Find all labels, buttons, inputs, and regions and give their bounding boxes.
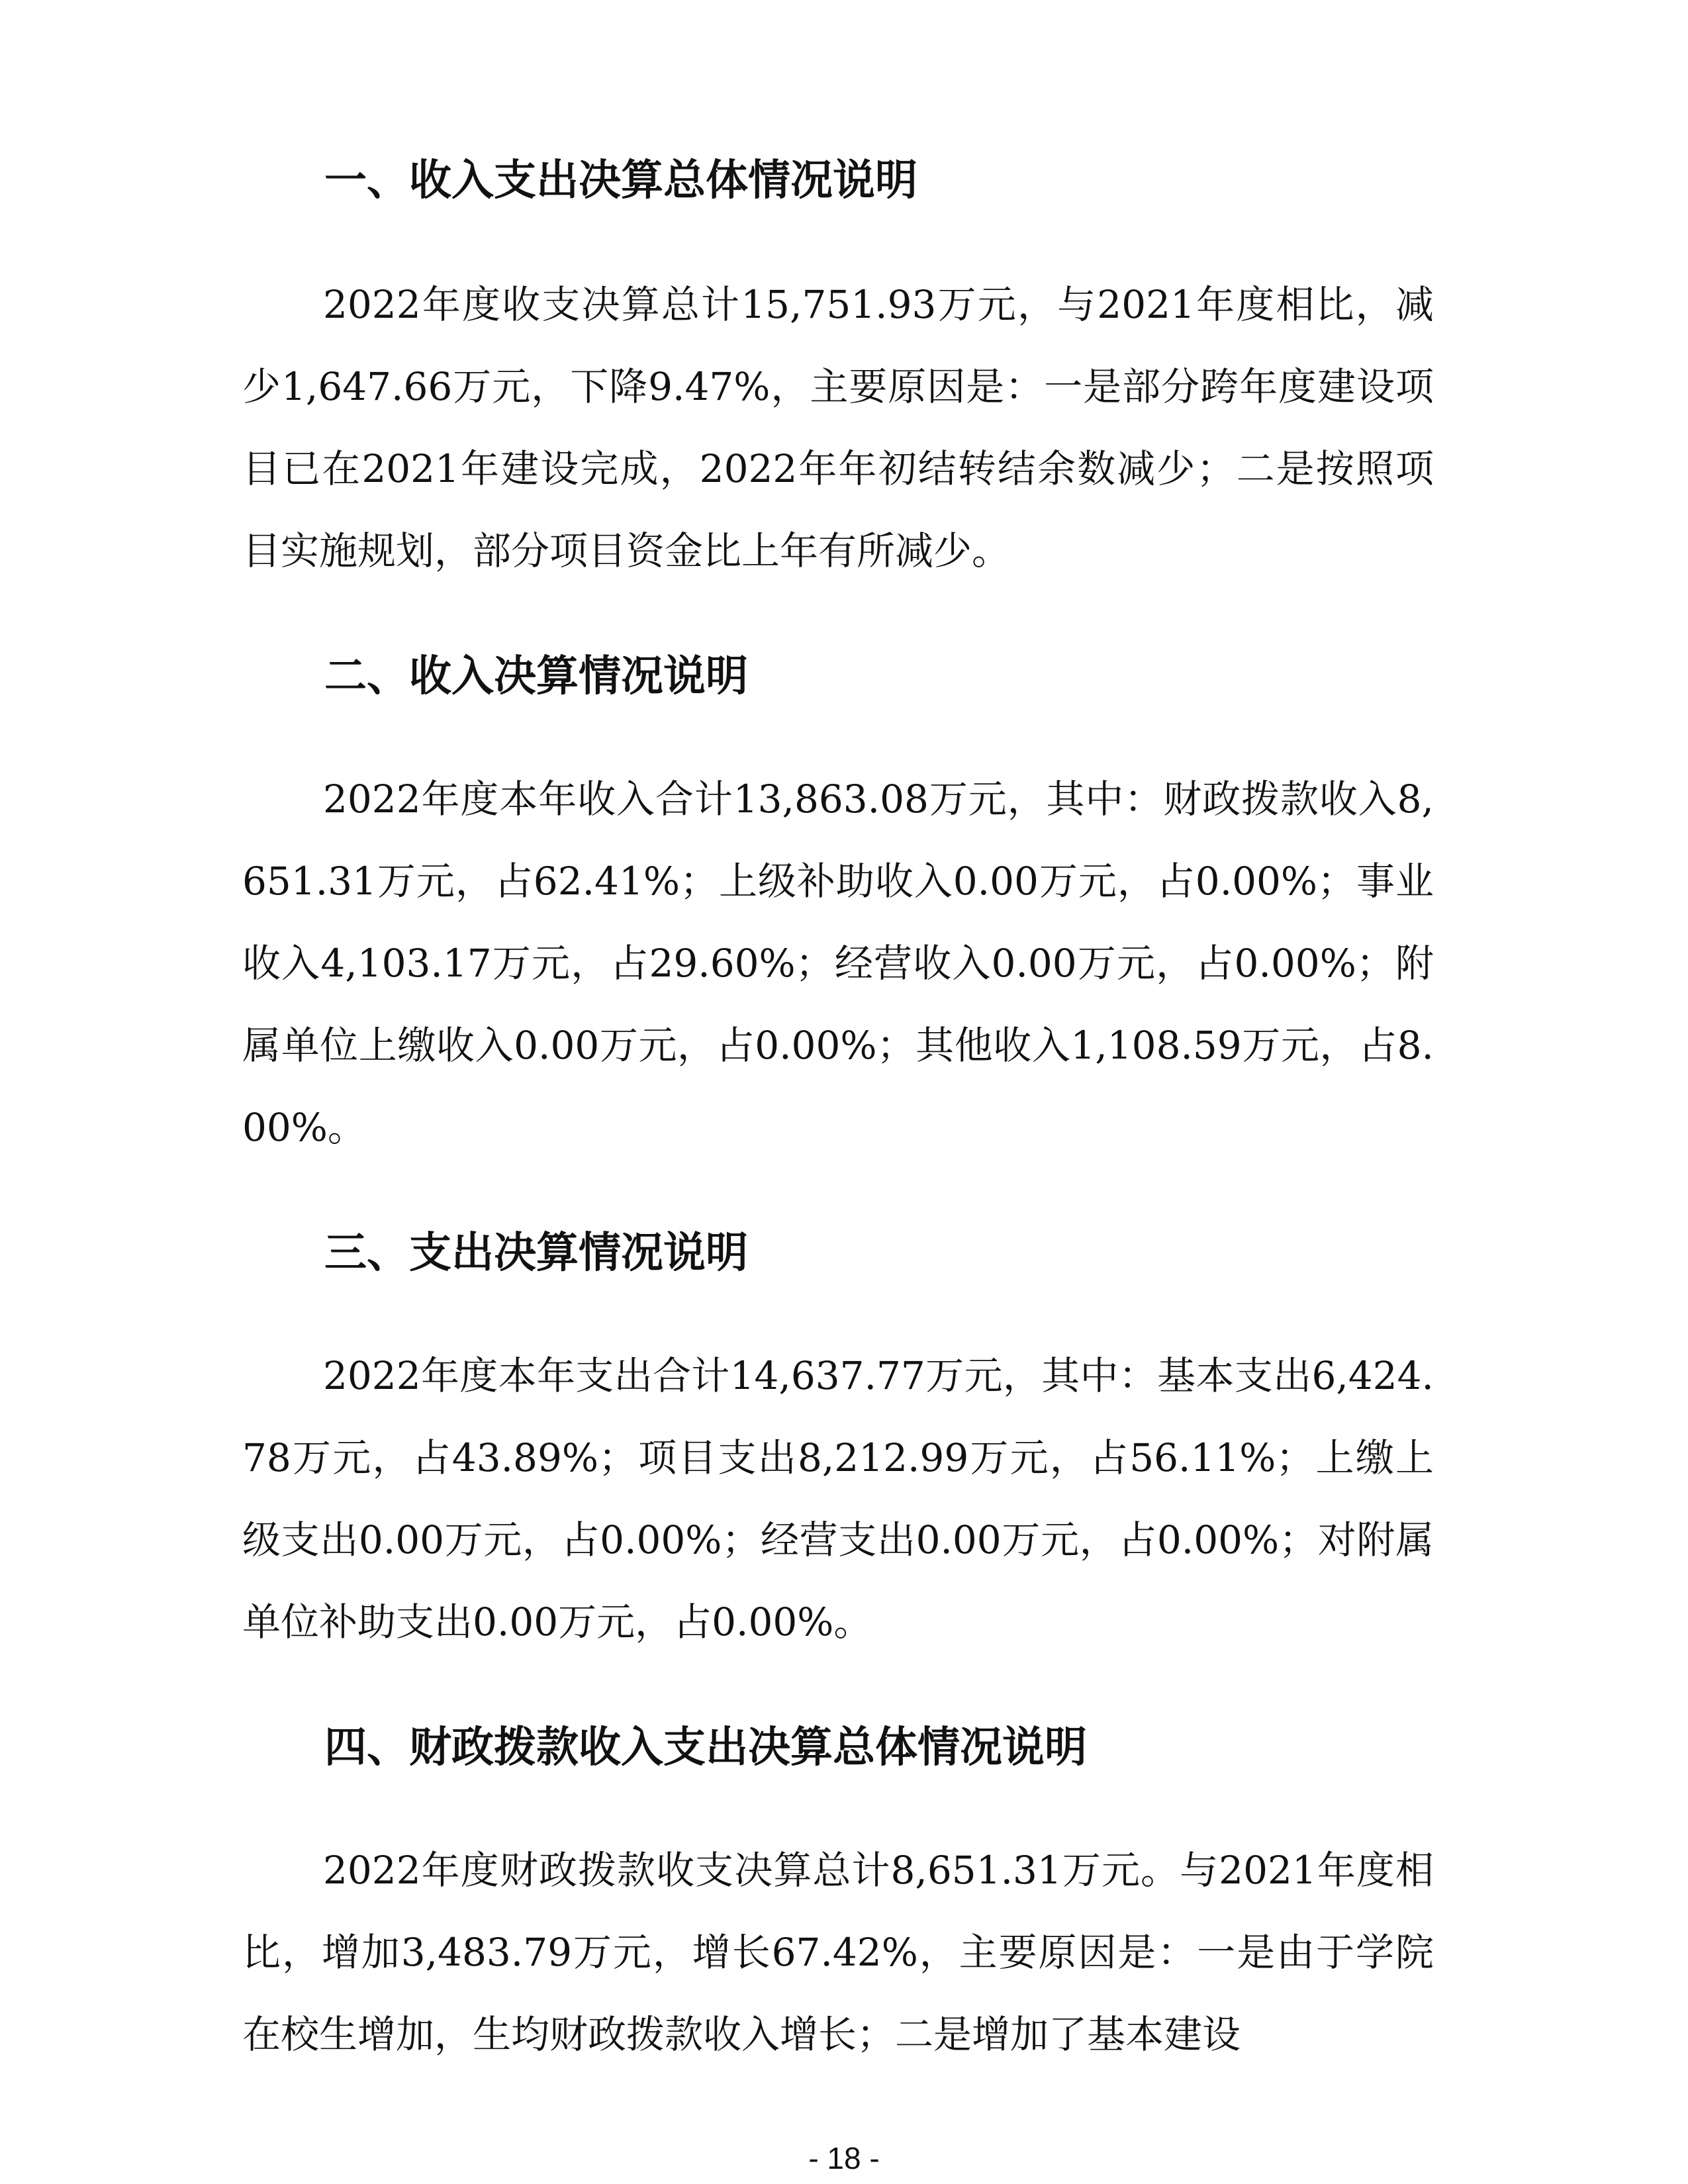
section-1-heading: 一、收入支出决算总体情况说明 xyxy=(324,156,917,205)
section-2-paragraph: 2022年度本年收入合计13,863.08万元，其中：财政拨款收入8,651.31万元，占62.41%；上级补助收入0.00万元，占0.00%；事业收入4,103.17万元，占29.60%；经营收入0.00万元，占0.00%；附属单位上缴收入0.00万元，占0.00%；其他收入1,108.59万元，占8.00%。 xyxy=(242,777,1434,1150)
section-3-heading: 三、支出决算情况说明 xyxy=(324,1229,748,1278)
section-3-paragraph: 2022年度本年支出合计14,637.77万元，其中：基本支出6,424.78万元，占43.89%；项目支出8,212.99万元，占56.11%；上缴上级支出0.00万元，占0.00%；经营支出0.00万元，占0.00%；对附属单位补助支出0.00万元，占0.00%。 xyxy=(242,1353,1434,1644)
section-2-heading: 二、收入决算情况说明 xyxy=(324,652,748,701)
section-4-heading: 四、财政拨款收入支出决算总体情况说明 xyxy=(324,1723,1087,1772)
section-4-paragraph: 2022年度财政拨款收支决算总计8,651.31万元。与2021年度相比，增加3,483.79万元，增长67.42%，主要原因是：一是由于学院在校生增加，生均财政拨款收入增长；二是增加了基本建设 xyxy=(242,1848,1434,2057)
section-1-paragraph: 2022年度收支决算总计15,751.93万元，与2021年度相比，减少1,647.66万元，下降9.47%，主要原因是：一是部分跨年度建设项目已在2021年建设完成，2022年年初结转结余数减少；二是按照项目实施规划，部分项目资金比上年有所减少。 xyxy=(242,282,1434,573)
page-number: - 18 - xyxy=(808,2141,880,2175)
